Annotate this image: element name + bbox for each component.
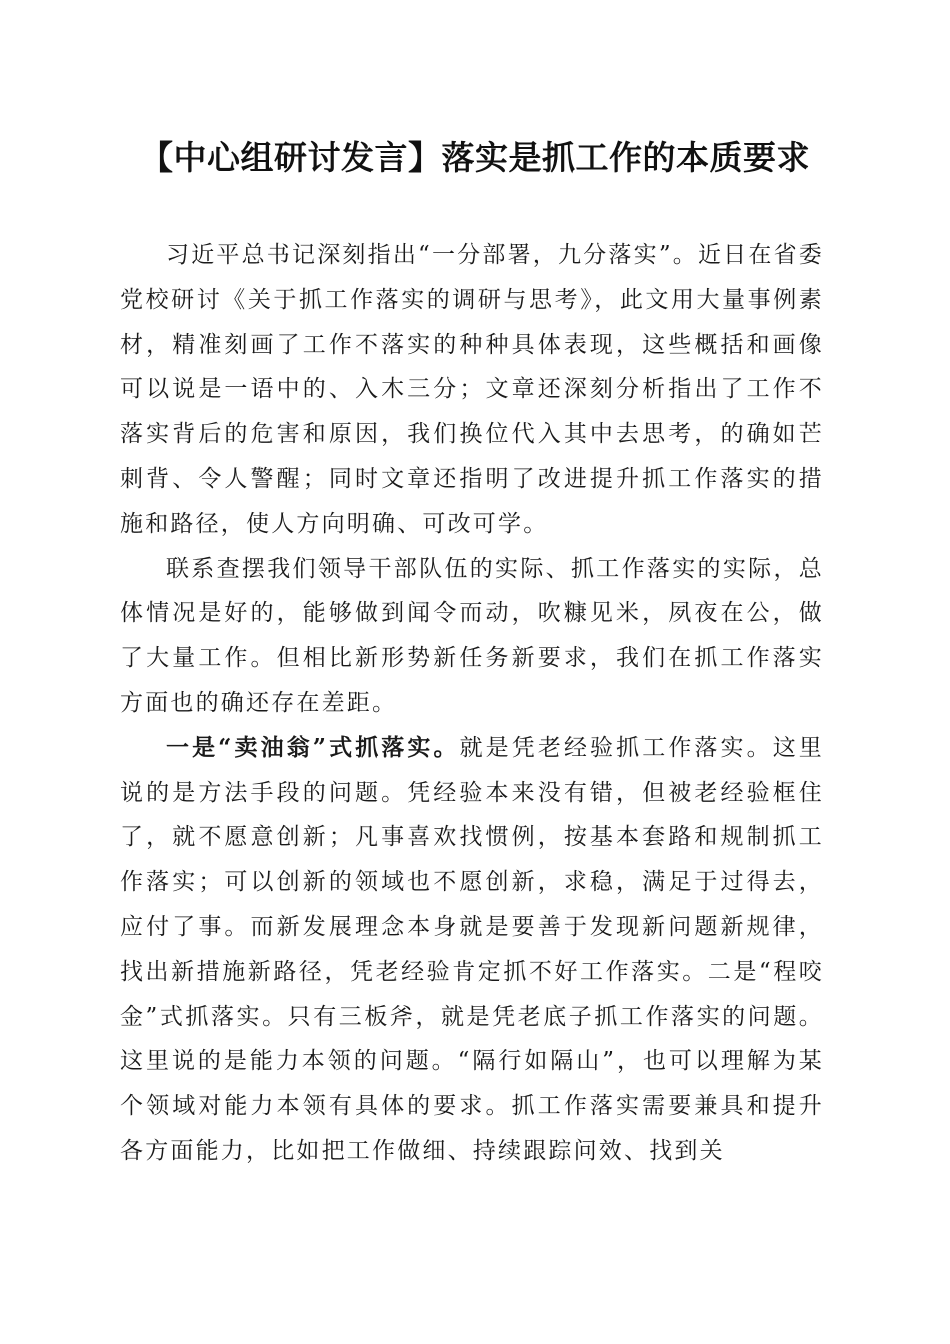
paragraph-3-lead: 一是“卖油翁”式抓落实。 <box>166 733 460 761</box>
paragraph-1 <box>120 233 824 547</box>
paragraph-2-text: 联系查摆我们领导干部队伍的实际、抓工作落实的实际，总体情况是好的，能够做到闻令而动，吹糠见米，夙夜在公，做了大量工作。但相比新形势新任务新要求，我们在抓工作落实方面也的确还存在差距。 <box>120 555 824 716</box>
document-body <box>120 233 824 1174</box>
paragraph-3-text: 就是凭老经验抓工作落实。这里说的是方法手段的问题。凭经验本来没有错，但被老经验框住了，就不愿意创新；凡事喜欢找惯例，按基本套路和规制抓工作落实；可以创新的领域也不愿创新，求稳，满足于过得去，应付了事。而新发展理念本身就是要善于发现新问题新规律，找出新措施新路径，凭老经验肯定抓不好工作落实。二是“程咬金”式抓落实。只有三板斧，就是凭老底子抓工作落实的问题。这里说的是能力本领的问题。“隔行如隔山”，也可以理解为某个领域对能力本领有具体的要求。抓工作落实需要兼具和提升各方面能力，比如把工作做细、持续跟踪问效、找到关 <box>120 734 824 1164</box>
paragraph-2 <box>120 547 824 726</box>
paragraph-3 <box>120 726 824 1174</box>
document-title: 【中心组研讨发言】落实是抓工作的本质要求 <box>140 138 810 177</box>
paragraph-1-text: 习近平总书记深刻指出“一分部署，九分落实”。近日在省委党校研讨《关于抓工作落实的调研与思考》，此文用大量事例素材，精准刻画了工作不落实的种种具体表现，这些概括和画像可以说是一语中的、入木三分；文章还深刻分析指出了工作不落实背后的危害和原因，我们换位代入其中去思考，的确如芒刺背、令人警醒；同时文章还指明了改进提升抓工作落实的措施和路径，使人方向明确、可改可学。 <box>120 242 824 537</box>
